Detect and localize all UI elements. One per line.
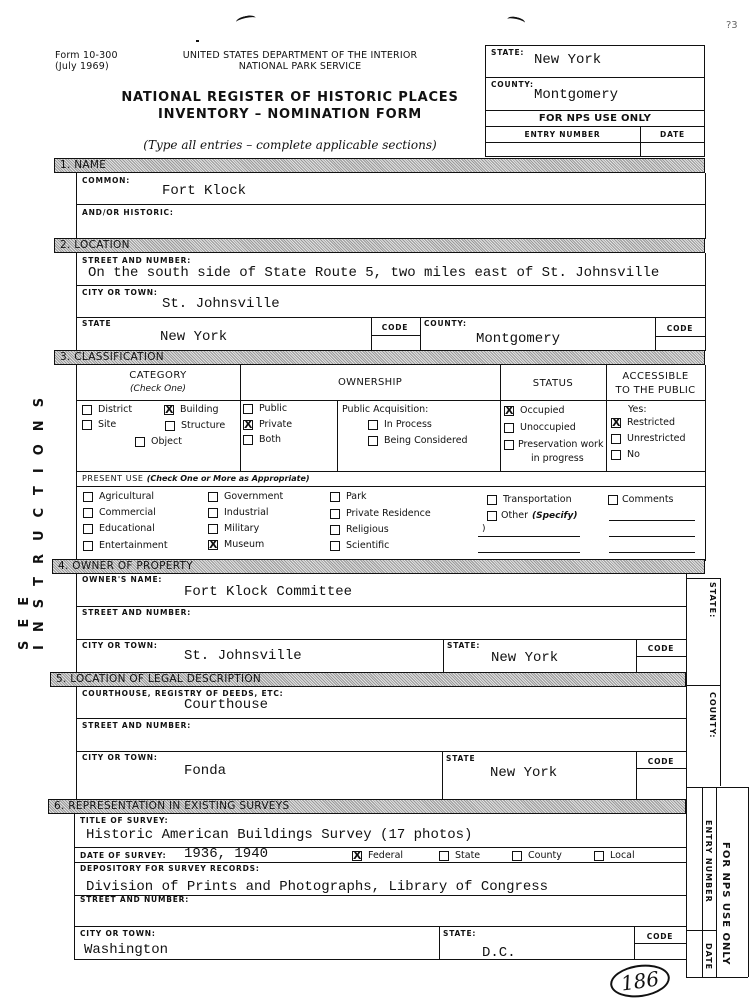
owner-code-field[interactable]: [638, 658, 684, 672]
comments-blank-line: [609, 520, 695, 521]
survey-local-checkbox[interactable]: Local: [594, 850, 635, 861]
location-county-code-label: CODE: [666, 324, 694, 333]
legal-city-label: CITY OR TOWN:: [82, 753, 158, 762]
owner-name-field[interactable]: Fort Klock Committee: [184, 584, 353, 600]
checked-checkbox-icon: [164, 405, 174, 415]
checkbox-icon: [208, 492, 218, 502]
category-site-checkbox[interactable]: Site: [82, 419, 116, 430]
use-agricultural-checkbox[interactable]: Agricultural: [83, 491, 154, 502]
checkbox-icon: [330, 492, 340, 502]
department-name: UNITED STATES DEPARTMENT OF THE INTERIOR: [182, 50, 418, 61]
courthouse-field[interactable]: Courthouse: [184, 697, 269, 713]
checkbox-icon: [611, 450, 621, 460]
depository-city-field[interactable]: Washington: [84, 942, 169, 958]
location-county-label: COUNTY:: [424, 319, 467, 328]
use-entertainment-checkbox[interactable]: Entertainment: [83, 540, 168, 551]
form-date: (July 1969): [55, 61, 109, 72]
survey-title-field[interactable]: Historic American Buildings Survey (17 photos): [86, 827, 473, 843]
location-county-field[interactable]: Montgomery: [476, 331, 561, 347]
checkbox-icon: [83, 508, 93, 518]
depository-state-label: STATE:: [443, 929, 477, 938]
form-title-line2: INVENTORY – NOMINATION FORM: [158, 107, 422, 122]
scan-dot: [196, 40, 199, 42]
service-name: NATIONAL PARK SERVICE: [238, 61, 362, 72]
category-building-checkbox[interactable]: X Building: [164, 404, 219, 415]
use-scientific-checkbox[interactable]: Scientific: [330, 540, 389, 551]
status-heading: STATUS: [532, 378, 574, 389]
accessible-heading-2: TO THE PUBLIC: [615, 385, 696, 396]
section-6-heading: 6. REPRESENTATION IN EXISTING SURVEYS: [48, 799, 686, 814]
accessible-unrestricted-checkbox[interactable]: Unrestricted: [611, 433, 686, 444]
category-object-checkbox[interactable]: Object: [135, 436, 182, 447]
location-city-label: CITY OR TOWN:: [82, 288, 158, 297]
checkbox-icon: [611, 434, 621, 444]
checkbox-icon: [368, 436, 378, 446]
checked-checkbox-icon: [243, 420, 253, 430]
owner-street-label: STREET AND NUMBER:: [82, 608, 192, 617]
owner-state-field[interactable]: New York: [491, 650, 559, 666]
nps-county-label: COUNTY:: [491, 80, 534, 89]
location-state-field[interactable]: New York: [160, 329, 228, 345]
legal-code-field[interactable]: [638, 770, 684, 798]
ownership-public-checkbox[interactable]: Public: [243, 403, 287, 414]
legal-state-field[interactable]: New York: [490, 765, 558, 781]
use-religious-checkbox[interactable]: Religious: [330, 524, 389, 535]
depository-state-field[interactable]: D.C.: [482, 945, 516, 961]
section-5-heading: 5. LOCATION OF LEGAL DESCRIPTION: [50, 672, 686, 687]
nps-entry-number-field[interactable]: [490, 143, 638, 156]
legal-state-label: STATE: [446, 754, 476, 763]
checkbox-icon: [82, 405, 92, 415]
checkbox-icon: [208, 508, 218, 518]
side-date-label: DATE: [704, 943, 713, 971]
location-state-code-field[interactable]: [373, 337, 418, 350]
use-military-checkbox[interactable]: Military: [208, 523, 259, 534]
ownership-private-checkbox[interactable]: X Private: [243, 419, 292, 430]
nps-state-label: STATE:: [491, 48, 525, 57]
legal-city-field[interactable]: Fonda: [184, 763, 227, 779]
side-nps-use-only-label: FOR NPS USE ONLY: [720, 842, 731, 966]
owner-city-field[interactable]: St. Johnsville: [184, 648, 302, 664]
checkbox-icon: [330, 509, 340, 519]
checkbox-icon: [487, 511, 497, 521]
checkbox-icon: [504, 423, 514, 433]
comments-blank-line: [609, 536, 695, 537]
depository-label: DEPOSITORY FOR SURVEY RECORDS:: [80, 864, 260, 873]
owner-city-label: CITY OR TOWN:: [82, 641, 158, 650]
acquisition-being-considered-checkbox[interactable]: Being Considered: [368, 435, 468, 446]
use-educational-checkbox[interactable]: Educational: [83, 523, 155, 534]
checkbox-icon: [83, 541, 93, 551]
checkbox-icon: [243, 435, 253, 445]
checkbox-icon: [243, 404, 253, 414]
survey-date-field[interactable]: 1936, 1940: [184, 846, 269, 862]
checked-checkbox-icon: [208, 540, 218, 550]
scan-mark: [235, 14, 256, 26]
accessible-yes-label: Yes:: [628, 404, 647, 415]
checkbox-icon: [208, 524, 218, 534]
depository-field[interactable]: Division of Prints and Photographs, Library of Congress: [86, 879, 549, 895]
accessible-heading-1: ACCESSIBLE: [622, 371, 689, 382]
status-occupied-checkbox[interactable]: X Occupied: [504, 405, 565, 416]
section-1-heading: 1. NAME: [54, 158, 705, 173]
comments-blank-line: [609, 552, 695, 553]
side-state-label: STATE:: [708, 582, 717, 619]
depository-city-label: CITY OR TOWN:: [80, 929, 156, 938]
nps-date-label: DATE: [660, 130, 685, 139]
location-city-field[interactable]: St. Johnsville: [162, 296, 280, 312]
checkbox-icon: [330, 541, 340, 551]
depository-street-label: STREET AND NUMBER:: [80, 895, 190, 904]
survey-date-label: DATE OF SURVEY:: [80, 851, 167, 860]
owner-code-label: CODE: [647, 644, 675, 653]
section-2-heading: 2. LOCATION: [54, 238, 705, 253]
nps-county-value[interactable]: Montgomery: [534, 87, 619, 103]
checkbox-icon: [439, 851, 449, 861]
survey-state-checkbox[interactable]: State: [439, 850, 480, 861]
nps-entry-number-label: ENTRY NUMBER: [524, 130, 601, 139]
ownership-heading: OWNERSHIP: [337, 377, 403, 388]
ownership-both-checkbox[interactable]: Both: [243, 434, 281, 445]
page-number: 186: [608, 961, 672, 1000]
common-name-field[interactable]: Fort Klock: [162, 183, 247, 199]
checkbox-icon: [512, 851, 522, 861]
location-state-label: STATE: [82, 319, 112, 328]
status-unoccupied-checkbox[interactable]: Unoccupied: [504, 422, 576, 433]
form-instruction: (Type all entries – complete applicable sections): [143, 138, 437, 152]
checkbox-icon: [368, 420, 378, 430]
accessible-no-checkbox[interactable]: No: [611, 449, 640, 460]
see-instructions-side-label: SEE INSTRUCTIONS: [17, 384, 47, 650]
use-museum-checkbox[interactable]: X Museum: [208, 539, 264, 550]
checkbox-icon: [330, 525, 340, 535]
checkbox-icon: [504, 440, 514, 450]
use-other-checkbox[interactable]: Other (Specify): [487, 510, 577, 521]
survey-county-checkbox[interactable]: County: [512, 850, 562, 861]
section-4-heading: 4. OWNER OF PROPERTY: [52, 559, 705, 574]
common-name-label: COMMON:: [82, 176, 131, 185]
location-street-label: STREET AND NUMBER:: [82, 256, 192, 265]
use-government-checkbox[interactable]: Government: [208, 491, 283, 502]
other-blank-line: [478, 552, 580, 553]
use-park-checkbox[interactable]: Park: [330, 491, 367, 502]
corner-mark: ?3: [726, 20, 738, 31]
checkbox-icon: [83, 492, 93, 502]
use-private-residence-checkbox[interactable]: Private Residence: [330, 508, 431, 519]
checkbox-icon: [608, 495, 618, 505]
checkbox-icon: [487, 495, 497, 505]
section-3-heading: 3. CLASSIFICATION: [54, 350, 705, 365]
form-title-line1: NATIONAL REGISTER OF HISTORIC PLACES: [121, 90, 459, 105]
category-heading: CATEGORY: [129, 370, 187, 381]
use-industrial-checkbox[interactable]: Industrial: [208, 507, 269, 518]
survey-federal-checkbox[interactable]: X Federal: [352, 850, 403, 861]
use-transportation-checkbox[interactable]: Transportation: [487, 494, 572, 505]
depository-code-field[interactable]: [636, 945, 684, 957]
nps-state-value[interactable]: New York: [534, 52, 602, 68]
acquisition-in-process-checkbox[interactable]: In Process: [368, 419, 432, 430]
survey-title-label: TITLE OF SURVEY:: [80, 816, 169, 825]
legal-code-label: CODE: [647, 757, 675, 766]
category-structure-checkbox[interactable]: Structure: [165, 420, 225, 431]
status-preservation-checkbox[interactable]: Preservation work: [504, 439, 603, 450]
checked-checkbox-icon: [504, 406, 514, 416]
location-county-code-field[interactable]: [657, 338, 703, 350]
side-entry-number-label: ENTRY NUMBER: [704, 820, 713, 903]
courthouse-label: COURTHOUSE, REGISTRY OF DEEDS, ETC:: [82, 689, 284, 698]
checked-checkbox-icon: [352, 851, 362, 861]
checked-checkbox-icon: [611, 418, 621, 428]
form-number: Form 10-300: [55, 50, 118, 61]
scan-mark: [506, 15, 525, 27]
checkbox-icon: [594, 851, 604, 861]
use-other-value[interactable]: ): [482, 524, 486, 534]
use-commercial-checkbox[interactable]: Commercial: [83, 507, 156, 518]
category-district-checkbox[interactable]: District: [82, 404, 132, 415]
status-in-progress-label: in progress: [531, 453, 584, 464]
depository-code-label: CODE: [646, 932, 674, 941]
checkbox-icon: [83, 524, 93, 534]
location-state-code-label: CODE: [381, 323, 409, 332]
legal-street-label: STREET AND NUMBER:: [82, 721, 192, 730]
checkbox-icon: [135, 437, 145, 447]
owner-state-label: STATE:: [447, 641, 481, 650]
nps-use-only-label: FOR NPS USE ONLY: [538, 113, 652, 124]
public-acquisition-label: Public Acquisition:: [342, 404, 429, 415]
category-subheading: (Check One): [130, 384, 186, 394]
owner-street-field[interactable]: [82, 618, 682, 636]
historic-name-label: AND/OR HISTORIC:: [82, 208, 174, 217]
use-comments-checkbox[interactable]: Comments: [608, 494, 674, 505]
checkbox-icon: [82, 420, 92, 430]
owner-name-label: OWNER'S NAME:: [82, 575, 163, 584]
historic-name-field[interactable]: [82, 218, 682, 236]
location-street-field[interactable]: On the south side of State Route 5, two miles east of St. Johnsville: [88, 265, 660, 281]
nps-date-field[interactable]: [642, 143, 704, 156]
accessible-restricted-checkbox[interactable]: X Restricted: [611, 417, 675, 428]
other-blank-line: [478, 536, 580, 537]
checkbox-icon: [165, 421, 175, 431]
depository-street-field[interactable]: [80, 905, 680, 925]
present-use-heading: PRESENT USE (Check One or More as Appropriate): [82, 474, 310, 483]
side-county-label: COUNTY:: [708, 692, 717, 739]
legal-street-field[interactable]: [82, 731, 682, 749]
